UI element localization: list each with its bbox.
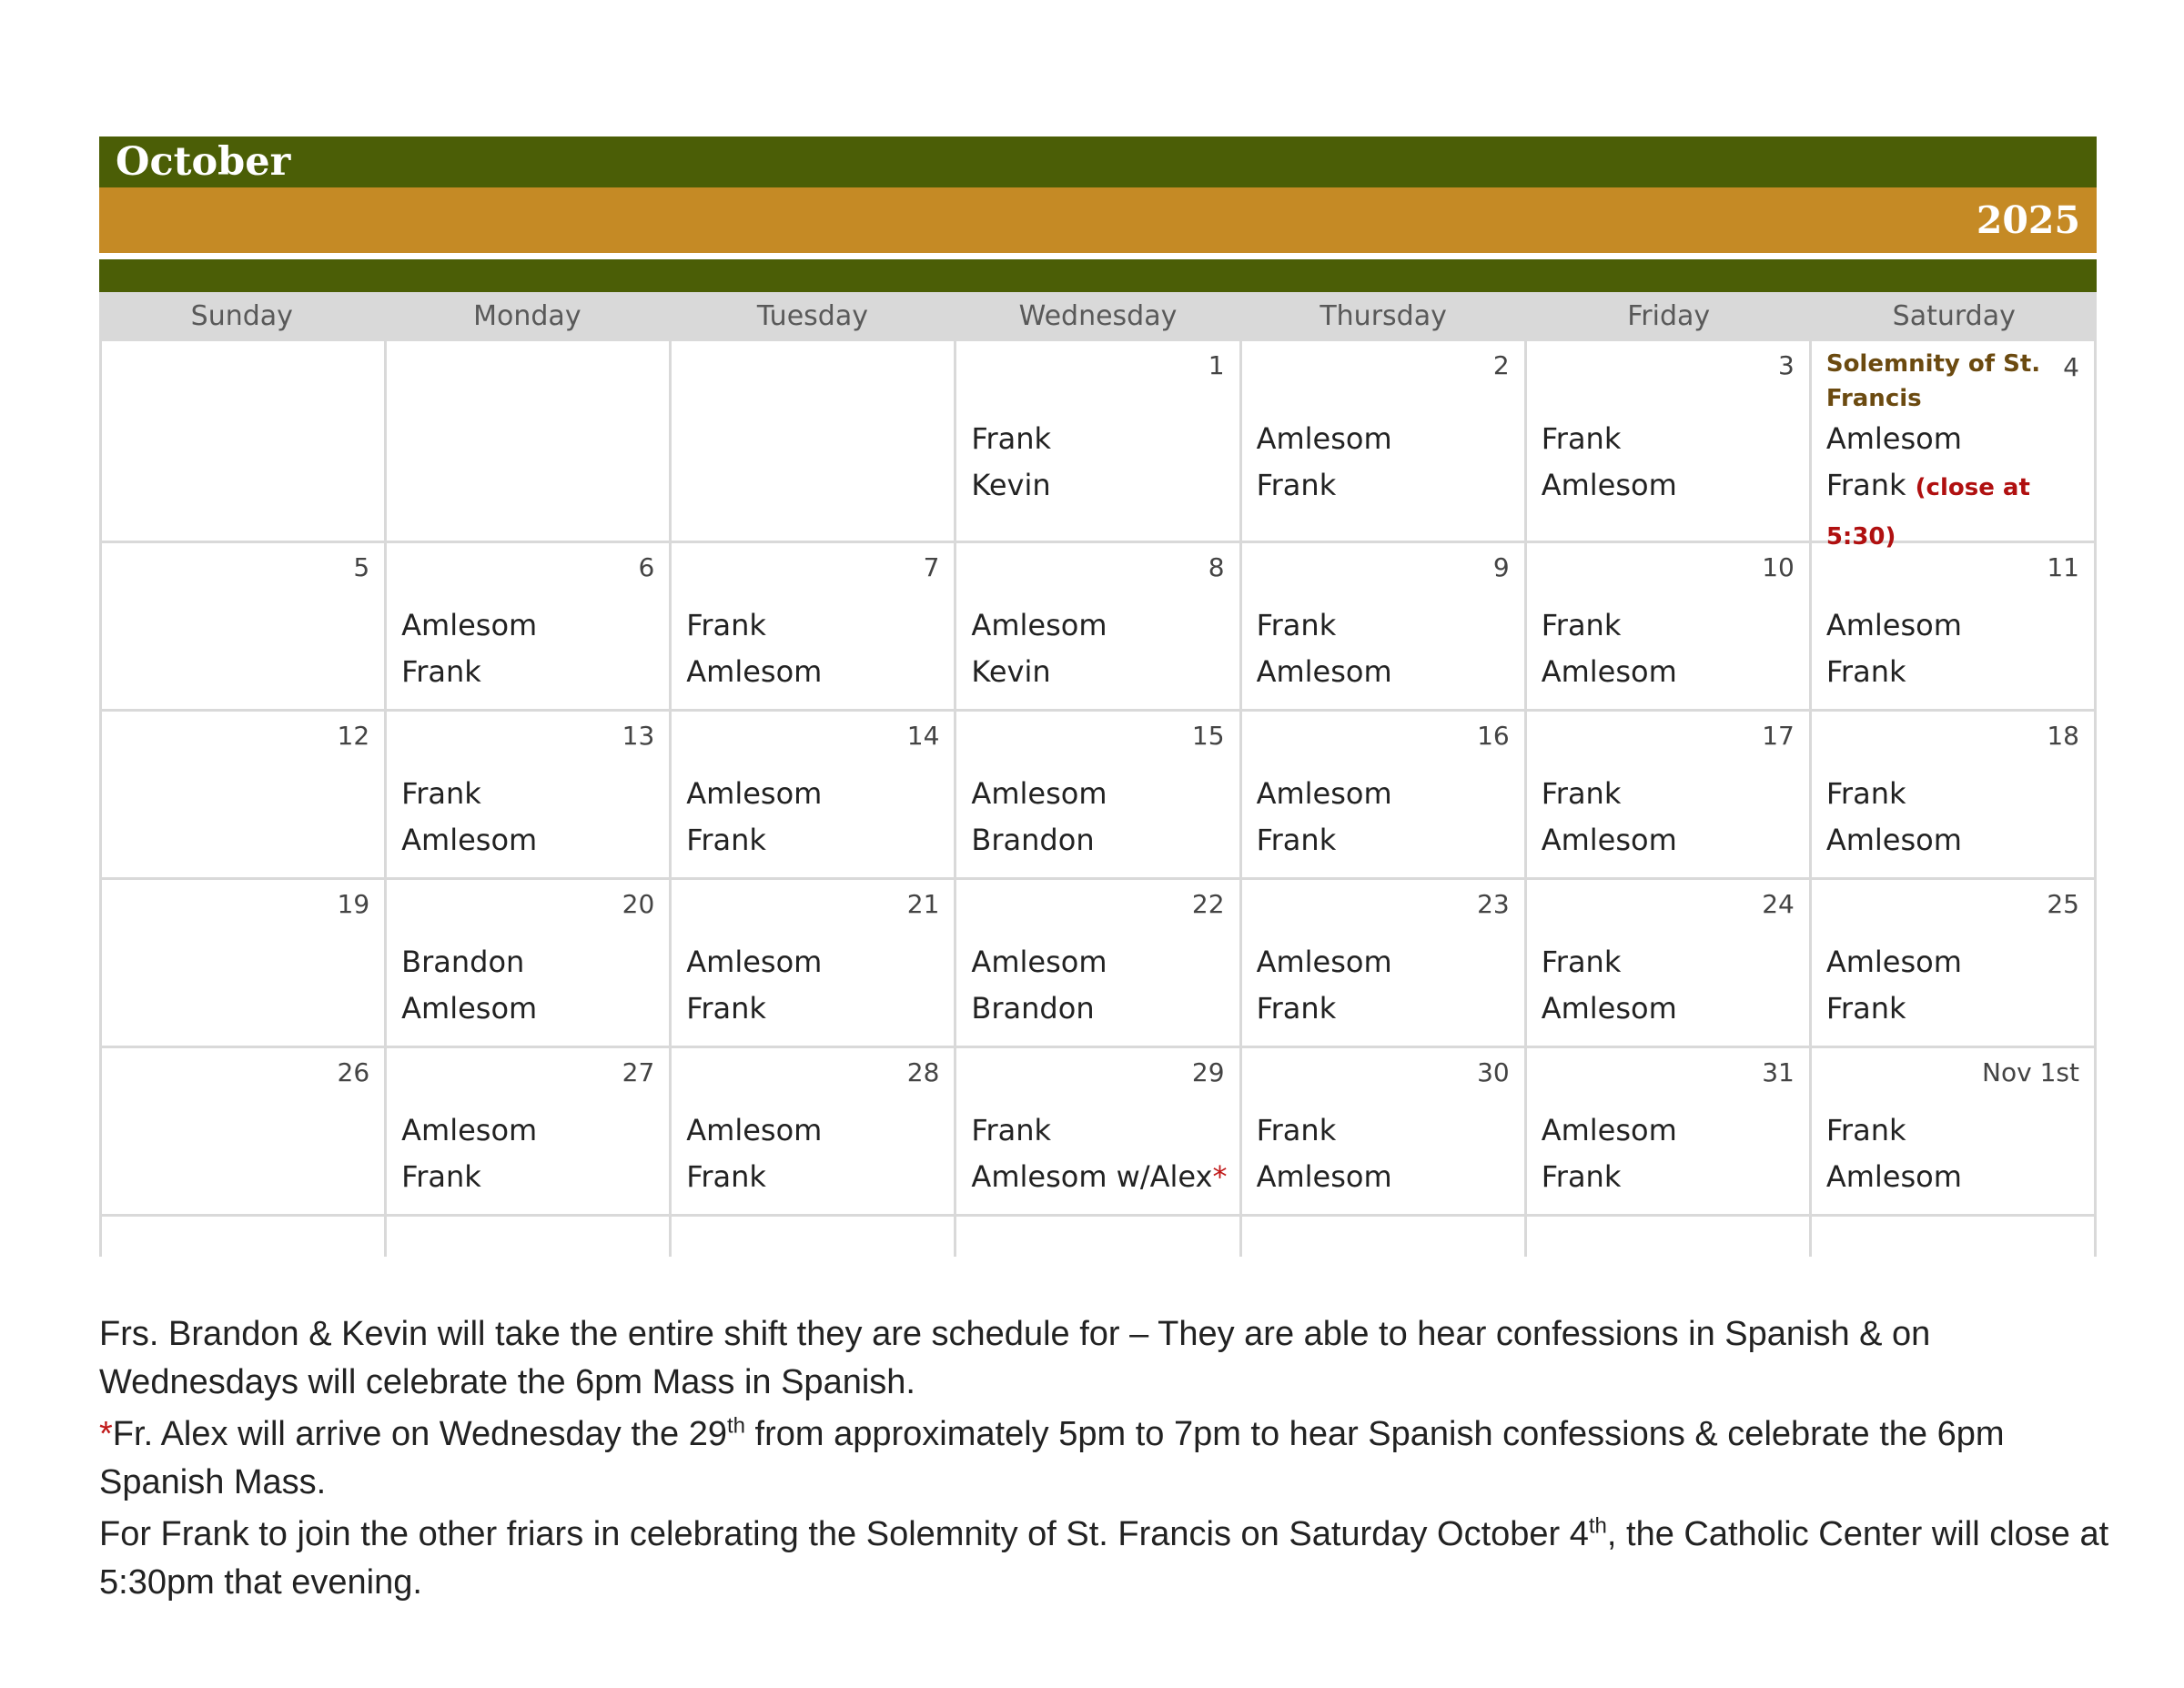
day-number: 2 xyxy=(1492,350,1510,380)
weekday-header-row xyxy=(99,292,2097,341)
assignment-name: Amlesom xyxy=(1825,1159,1962,1194)
assignment-name-with-star xyxy=(971,1154,1227,1200)
day-cell xyxy=(1524,341,1809,541)
day-cell xyxy=(954,341,1239,541)
note-text: For Frank to join the other friars in celebrating the Solemnity of St. Francis on Saturday October 4 xyxy=(99,1515,1589,1553)
assignment-list xyxy=(1826,416,2094,561)
assignment-name: Amlesom xyxy=(1541,991,1677,1026)
day-number: 19 xyxy=(337,889,370,919)
assignment-list xyxy=(1542,771,1677,864)
day-cell xyxy=(1809,712,2094,877)
assignment-name: Frank xyxy=(1256,823,1337,857)
year-title: 2025 xyxy=(1976,198,2080,242)
day-number: 16 xyxy=(1477,721,1510,751)
day-cell xyxy=(1239,880,1524,1046)
assignment-name: Amlesom xyxy=(1825,823,1962,857)
day-cell-empty xyxy=(102,341,384,541)
ordinal-suffix: th xyxy=(1588,1513,1607,1539)
assignment-name: Frank xyxy=(1541,1159,1622,1194)
assignment-name: Amlesom xyxy=(1256,421,1392,456)
assignment-list xyxy=(401,939,537,1032)
assignment-name: Amlesom w/Alex xyxy=(971,1159,1213,1194)
day-cell xyxy=(102,1048,384,1214)
assignment-name: Frank xyxy=(1541,776,1622,811)
assignment-list xyxy=(971,1107,1227,1200)
assignment-name: Frank xyxy=(1256,468,1337,502)
assignment-name: Frank xyxy=(686,608,766,642)
year-band xyxy=(99,187,2097,253)
assignment-name: Amlesom xyxy=(401,823,538,857)
assignment-list xyxy=(401,771,537,864)
assignment-list xyxy=(1826,939,1962,1032)
day-number: 6 xyxy=(638,552,655,582)
schedule-notes xyxy=(99,1310,2119,1611)
day-cell-empty xyxy=(102,1217,384,1257)
day-number: 24 xyxy=(1762,889,1795,919)
assignment-name: Frank xyxy=(1541,421,1622,456)
day-cell-empty xyxy=(1239,1217,1524,1257)
assignment-name: Amlesom xyxy=(1825,421,1962,456)
day-cell xyxy=(669,712,954,877)
assignment-name: Amlesom xyxy=(686,654,823,689)
assignment-name: Frank xyxy=(686,1159,766,1194)
assignment-name: Amlesom xyxy=(1541,468,1677,502)
day-number: 12 xyxy=(337,721,370,751)
day-number: 20 xyxy=(622,889,655,919)
assignment-name: Amlesom xyxy=(686,1113,823,1147)
day-number: 8 xyxy=(1208,552,1225,582)
assignment-name: Amlesom xyxy=(1256,654,1392,689)
assignment-list xyxy=(1826,771,1962,864)
day-cell xyxy=(384,543,669,709)
assignment-name: Brandon xyxy=(971,823,1095,857)
week-row xyxy=(102,543,2094,712)
closing-note: (close at 5:30) xyxy=(1825,474,2030,551)
assignment-name: Amlesom xyxy=(401,991,538,1026)
weekday-monday: Monday xyxy=(473,300,581,332)
day-number: 28 xyxy=(906,1057,940,1087)
day-cell-empty xyxy=(1524,1217,1809,1257)
day-number: 13 xyxy=(622,721,655,751)
day-cell xyxy=(384,880,669,1046)
assignment-name: Amlesom xyxy=(1256,945,1392,979)
assignment-name: Amlesom xyxy=(1825,608,1962,642)
day-cell xyxy=(384,1048,669,1214)
day-number: 11 xyxy=(2047,552,2079,582)
day-cell-empty xyxy=(384,1217,669,1257)
assignment-name: Amlesom xyxy=(1256,1159,1392,1194)
weekday-thursday: Thursday xyxy=(1320,300,1447,332)
assignment-name: Frank xyxy=(1541,608,1622,642)
day-cell xyxy=(1524,880,1809,1046)
weekday-sunday: Sunday xyxy=(190,300,293,332)
day-cell-empty xyxy=(384,341,669,541)
day-cell xyxy=(954,880,1239,1046)
assignment-name: Brandon xyxy=(401,945,525,979)
day-number: 4 xyxy=(2063,352,2079,382)
day-cell xyxy=(1524,543,1809,709)
day-cell xyxy=(1239,543,1524,709)
note-text: Fr. Alex will arrive on Wednesday the 29 xyxy=(112,1415,727,1453)
assignment-name: Amlesom xyxy=(1256,776,1392,811)
day-number: 27 xyxy=(622,1057,655,1087)
assignment-list xyxy=(1257,771,1392,864)
day-number: Nov 1st xyxy=(1982,1057,2079,1087)
day-number: 1 xyxy=(1208,350,1225,380)
assignment-list xyxy=(971,602,1107,695)
assignment-list xyxy=(1257,1107,1392,1200)
assignment-list xyxy=(971,416,1051,509)
day-number: 9 xyxy=(1492,552,1510,582)
day-cell xyxy=(1809,880,2094,1046)
assignment-name: Amlesom xyxy=(686,945,823,979)
feast-label: Solemnity of St. Francis xyxy=(1825,350,2041,412)
day-cell xyxy=(102,880,384,1046)
assignment-name: Frank xyxy=(1256,608,1337,642)
day-number: 3 xyxy=(1778,350,1795,380)
day-number: 23 xyxy=(1477,889,1510,919)
day-cell-empty xyxy=(954,1217,1239,1257)
calendar xyxy=(99,136,2097,1257)
day-cell xyxy=(1239,712,1524,877)
assignment-list xyxy=(401,1107,537,1200)
day-number: 17 xyxy=(1762,721,1795,751)
assignment-name: Frank xyxy=(971,421,1052,456)
assignment-list xyxy=(1826,602,1962,695)
day-number: 14 xyxy=(906,721,940,751)
assignment-name: Amlesom xyxy=(971,776,1107,811)
assignment-name: Frank xyxy=(1825,1113,1906,1147)
assignment-name: Brandon xyxy=(971,991,1095,1026)
assignment-name: Kevin xyxy=(971,468,1051,502)
assignment-name: Frank xyxy=(686,823,766,857)
assignment-name: Amlesom xyxy=(971,608,1107,642)
day-cell xyxy=(669,880,954,1046)
assignment-name: Frank xyxy=(1825,991,1906,1026)
day-cell xyxy=(102,712,384,877)
assignment-name: Amlesom xyxy=(686,776,823,811)
assignment-name: Amlesom xyxy=(1541,823,1677,857)
week-row xyxy=(102,341,2094,551)
assignment-name: Frank xyxy=(401,1159,481,1194)
assignment-name: Frank xyxy=(971,1113,1052,1147)
day-cell-empty xyxy=(669,1217,954,1257)
note-text: from approximately 5pm to 7pm to hear Spanish confessions & celebrate the 6pm Spanish Mass. xyxy=(99,1415,2005,1501)
green-band xyxy=(99,259,2097,292)
ordinal-suffix: th xyxy=(726,1413,745,1439)
assignment-name: Frank xyxy=(1256,1113,1337,1147)
assignment-name: Amlesom xyxy=(971,945,1107,979)
day-cell-feast xyxy=(1809,341,2094,551)
day-cell xyxy=(954,543,1239,709)
day-cell xyxy=(1524,712,1809,877)
assignment-name: Frank xyxy=(401,776,481,811)
assignment-list xyxy=(1542,939,1677,1032)
day-cell-empty xyxy=(1809,1217,2094,1257)
weekday-friday: Friday xyxy=(1627,300,1711,332)
day-number: 7 xyxy=(923,552,940,582)
assignment-name: Amlesom xyxy=(1541,1113,1677,1147)
assignment-name: Frank xyxy=(686,991,766,1026)
day-cell-empty xyxy=(669,341,954,541)
day-cell xyxy=(954,712,1239,877)
month-title: October xyxy=(99,136,2097,187)
note-text: , the Catholic Center will close at 5:30pm that evening. xyxy=(99,1515,2109,1602)
assignment-list xyxy=(1542,1107,1677,1200)
assignment-list xyxy=(686,602,822,695)
day-number: 26 xyxy=(337,1057,370,1087)
assignment-list xyxy=(1257,939,1392,1032)
day-cell xyxy=(1239,1048,1524,1214)
note-solemnity-closing xyxy=(99,1511,2119,1607)
week-row xyxy=(102,880,2094,1048)
day-cell xyxy=(669,543,954,709)
assignment-list xyxy=(971,771,1107,864)
note-fr-alex xyxy=(99,1410,2119,1507)
weekday-wednesday: Wednesday xyxy=(1018,300,1178,332)
week-row xyxy=(102,1048,2094,1217)
assignment-name: Frank xyxy=(1541,945,1622,979)
day-number: 25 xyxy=(2047,889,2079,919)
assignment-list xyxy=(1257,602,1392,695)
assignment-name: Frank xyxy=(1825,468,1906,502)
note-spanish-confessions: Frs. Brandon & Kevin will take the entire shift they are schedule for – They are able to hear confessions in Spanish & on Wednesdays will celebrate the 6pm Mass in Spanish. xyxy=(99,1315,1931,1401)
day-cell xyxy=(1809,1048,2094,1214)
asterisk-marker: * xyxy=(1212,1159,1228,1194)
day-number: 21 xyxy=(906,889,940,919)
assignment-name: Amlesom xyxy=(1541,654,1677,689)
asterisk-marker: * xyxy=(99,1415,113,1453)
day-cell xyxy=(1809,543,2094,709)
assignment-name: Frank xyxy=(401,654,481,689)
assignment-list xyxy=(1826,1107,1962,1200)
assignment-name: Frank xyxy=(1825,654,1906,689)
assignment-list xyxy=(686,1107,822,1200)
day-number: 18 xyxy=(2047,721,2079,751)
day-number: 30 xyxy=(1477,1057,1510,1087)
assignment-list xyxy=(1542,416,1677,509)
day-number: 5 xyxy=(353,552,370,582)
week-row xyxy=(102,712,2094,880)
day-cell xyxy=(384,712,669,877)
week-row-empty xyxy=(102,1217,2094,1257)
day-cell xyxy=(1524,1048,1809,1214)
assignment-list xyxy=(1257,416,1392,509)
calendar-grid xyxy=(99,341,2097,1257)
assignment-list xyxy=(1542,602,1677,695)
assignment-name: Amlesom xyxy=(401,608,538,642)
day-cell xyxy=(1239,341,1524,541)
assignment-list xyxy=(686,939,822,1032)
assignment-name: Amlesom xyxy=(1825,945,1962,979)
day-number: 15 xyxy=(1191,721,1225,751)
day-cell xyxy=(954,1048,1239,1214)
assignment-list xyxy=(401,602,537,695)
assignment-list xyxy=(971,939,1107,1032)
assignment-name: Frank xyxy=(1256,991,1337,1026)
day-number: 22 xyxy=(1191,889,1225,919)
weekday-saturday: Saturday xyxy=(1892,300,2016,332)
band-spacer xyxy=(99,253,2097,259)
day-cell xyxy=(669,1048,954,1214)
day-number: 29 xyxy=(1191,1057,1225,1087)
day-cell xyxy=(102,543,384,709)
assignment-name: Amlesom xyxy=(401,1113,538,1147)
assignment-name: Frank xyxy=(1825,776,1906,811)
day-number: 10 xyxy=(1762,552,1795,582)
assignment-list xyxy=(686,771,822,864)
day-number: 31 xyxy=(1762,1057,1795,1087)
weekday-tuesday: Tuesday xyxy=(756,300,868,332)
assignment-name: Kevin xyxy=(971,654,1051,689)
